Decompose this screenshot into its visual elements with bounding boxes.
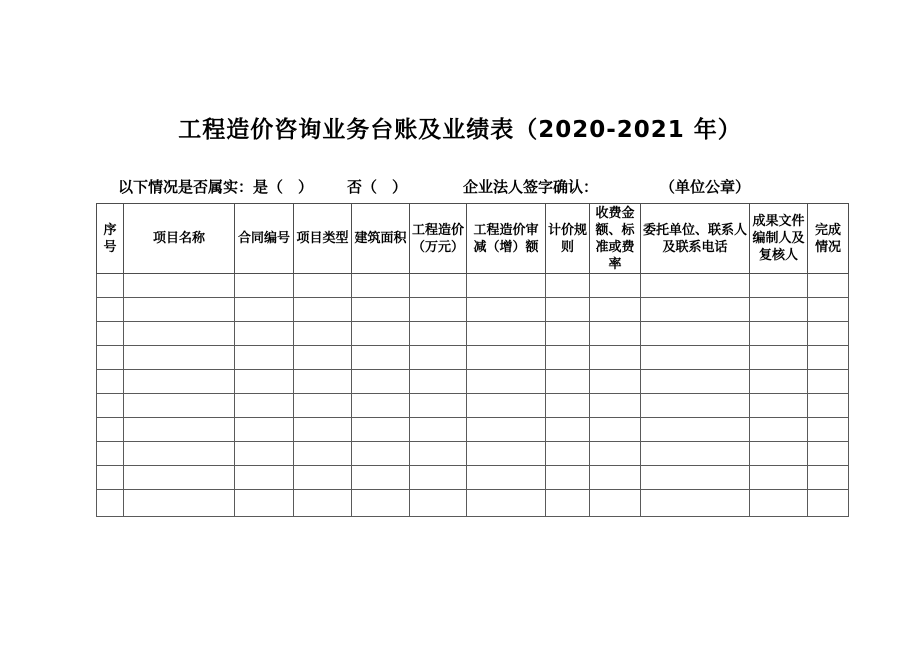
table-cell <box>750 370 808 394</box>
declaration-yes-option: 是（ ） <box>253 178 314 196</box>
table-cell <box>590 442 641 466</box>
table-cell <box>808 298 849 322</box>
table-cell <box>750 298 808 322</box>
table-cell <box>590 346 641 370</box>
column-header-10: 委托单位、联系人及联系电话 <box>641 204 750 274</box>
table-cell <box>467 298 546 322</box>
table-cell <box>294 418 352 442</box>
table-cell <box>641 322 750 346</box>
table-cell <box>750 274 808 298</box>
table-cell <box>294 442 352 466</box>
table-cell <box>410 442 467 466</box>
table-row <box>97 442 849 466</box>
table-cell <box>590 322 641 346</box>
table-cell <box>97 394 124 418</box>
table-cell <box>467 442 546 466</box>
table-cell <box>410 274 467 298</box>
table-cell <box>235 370 294 394</box>
table-cell <box>750 322 808 346</box>
table-cell <box>410 298 467 322</box>
table-cell <box>467 466 546 490</box>
table-cell <box>546 274 590 298</box>
table-cell <box>124 466 235 490</box>
table-cell <box>410 466 467 490</box>
table-cell <box>467 346 546 370</box>
table-cell <box>294 274 352 298</box>
table-cell <box>641 346 750 370</box>
table-cell <box>410 394 467 418</box>
table-cell <box>235 418 294 442</box>
column-header-12: 完成情况 <box>808 204 849 274</box>
table-cell <box>808 394 849 418</box>
column-header-7: 工程造价审减（增）额 <box>467 204 546 274</box>
table-cell <box>294 322 352 346</box>
table-cell <box>352 394 410 418</box>
table-cell <box>410 490 467 517</box>
table-cell <box>641 274 750 298</box>
table-cell <box>294 298 352 322</box>
table-cell <box>546 490 590 517</box>
table-cell <box>546 466 590 490</box>
table-cell <box>750 346 808 370</box>
table-cell <box>352 274 410 298</box>
column-header-8: 计价规则 <box>546 204 590 274</box>
table-cell <box>590 466 641 490</box>
table-cell <box>352 322 410 346</box>
column-header-1: 序号 <box>97 204 124 274</box>
table-cell <box>352 442 410 466</box>
table-cell <box>410 418 467 442</box>
table-cell <box>590 274 641 298</box>
table-cell <box>467 418 546 442</box>
table-cell <box>808 322 849 346</box>
signature-confirmation-label: 企业法人签字确认： <box>463 178 599 196</box>
table-cell <box>124 442 235 466</box>
table-cell <box>235 322 294 346</box>
table-cell <box>808 418 849 442</box>
table-cell <box>641 418 750 442</box>
table-cell <box>124 394 235 418</box>
table-cell <box>97 274 124 298</box>
table-cell <box>352 490 410 517</box>
table-cell <box>410 322 467 346</box>
table-row <box>97 370 849 394</box>
column-header-11: 成果文件编制人及复核人 <box>750 204 808 274</box>
declaration-no-option: 否（ ） <box>347 178 408 196</box>
column-header-9: 收费金额、标准或费率 <box>590 204 641 274</box>
table-cell <box>546 394 590 418</box>
table-cell <box>294 346 352 370</box>
table-cell <box>410 370 467 394</box>
table-row <box>97 466 849 490</box>
table-cell <box>808 442 849 466</box>
column-header-6: 工程造价（万元） <box>410 204 467 274</box>
table-cell <box>124 418 235 442</box>
table-cell <box>750 418 808 442</box>
table-cell <box>235 394 294 418</box>
table-cell <box>750 394 808 418</box>
table-cell <box>294 490 352 517</box>
ledger-table <box>96 203 849 517</box>
table-cell <box>124 322 235 346</box>
table-cell <box>641 394 750 418</box>
table-cell <box>235 298 294 322</box>
table-row <box>97 490 849 517</box>
declaration-question: 以下情况是否属实： <box>118 178 254 196</box>
table-cell <box>97 466 124 490</box>
table-cell <box>97 442 124 466</box>
table-cell <box>235 346 294 370</box>
table-cell <box>97 370 124 394</box>
table-cell <box>97 298 124 322</box>
table-cell <box>124 274 235 298</box>
table-cell <box>235 274 294 298</box>
table-cell <box>124 346 235 370</box>
table-cell <box>590 298 641 322</box>
table-cell <box>808 490 849 517</box>
table-cell <box>352 466 410 490</box>
table-cell <box>352 346 410 370</box>
table-cell <box>808 466 849 490</box>
table-row <box>97 274 849 298</box>
table-cell <box>750 466 808 490</box>
table-cell <box>641 298 750 322</box>
table-cell <box>590 394 641 418</box>
table-cell <box>97 322 124 346</box>
table-cell <box>590 490 641 517</box>
page-title: 工程造价咨询业务台账及业绩表（2020-2021 年） <box>178 117 742 143</box>
table-cell <box>808 274 849 298</box>
table-cell <box>235 442 294 466</box>
table-row <box>97 418 849 442</box>
table-cell <box>467 274 546 298</box>
table-cell <box>352 370 410 394</box>
table-cell <box>590 370 641 394</box>
table-cell <box>641 370 750 394</box>
table-cell <box>124 490 235 517</box>
table-cell <box>546 322 590 346</box>
table-cell <box>410 346 467 370</box>
table-cell <box>294 370 352 394</box>
table-header-row <box>97 204 849 274</box>
table-cell <box>750 490 808 517</box>
table-cell <box>467 490 546 517</box>
table-row <box>97 298 849 322</box>
table-cell <box>97 346 124 370</box>
table-cell <box>546 370 590 394</box>
table-cell <box>124 298 235 322</box>
table-cell <box>467 322 546 346</box>
table-cell <box>352 418 410 442</box>
column-header-4: 项目类型 <box>294 204 352 274</box>
company-seal-label: （单位公章） <box>660 178 751 196</box>
table-cell <box>641 466 750 490</box>
table-cell <box>641 490 750 517</box>
table-cell <box>546 418 590 442</box>
table-cell <box>294 394 352 418</box>
column-header-5: 建筑面积 <box>352 204 410 274</box>
table-row <box>97 322 849 346</box>
declaration-line <box>118 177 407 197</box>
table-cell <box>235 466 294 490</box>
table-cell <box>124 370 235 394</box>
table-cell <box>294 466 352 490</box>
table-cell <box>97 490 124 517</box>
table-cell <box>808 370 849 394</box>
table-cell <box>546 442 590 466</box>
table-row <box>97 394 849 418</box>
table-cell <box>235 490 294 517</box>
table-cell <box>546 298 590 322</box>
table-cell <box>467 370 546 394</box>
table-row <box>97 346 849 370</box>
table-cell <box>808 346 849 370</box>
column-header-2: 项目名称 <box>124 204 235 274</box>
table-cell <box>590 418 641 442</box>
table-cell <box>641 442 750 466</box>
table-cell <box>97 418 124 442</box>
table-cell <box>546 346 590 370</box>
table-cell <box>352 298 410 322</box>
table-cell <box>750 442 808 466</box>
table-cell <box>467 394 546 418</box>
column-header-3: 合同编号 <box>235 204 294 274</box>
